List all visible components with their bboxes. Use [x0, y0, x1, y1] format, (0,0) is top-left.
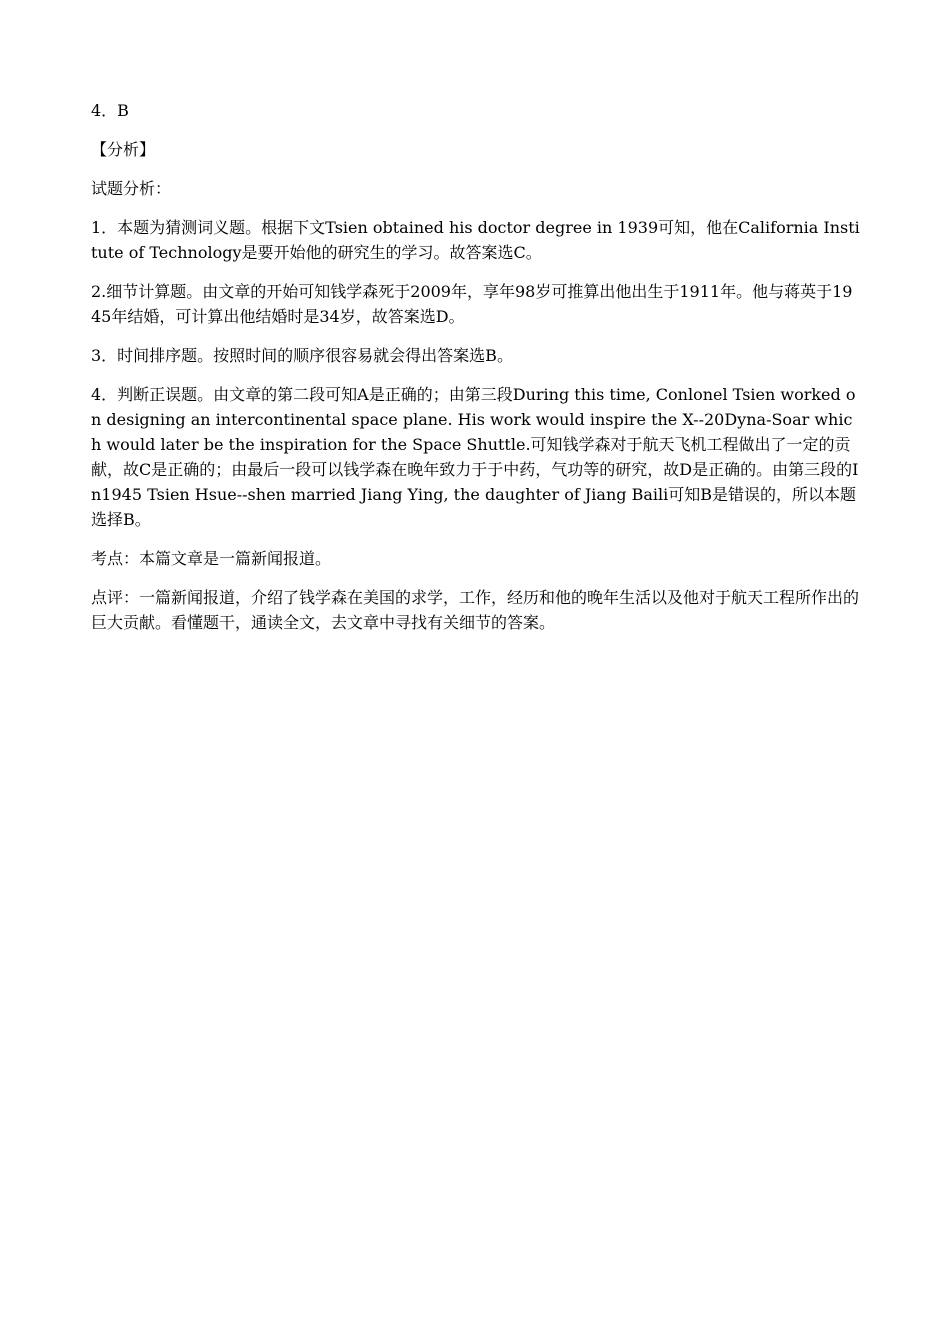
section-heading: 【分析】 [91, 140, 156, 159]
dianping-note: 点评：一篇新闻报道，介绍了钱学森在美国的求学，工作，经历和他的晚年生活以及他对于航天工程所作出的巨大贡献。看懂题干，通读全文，去文章中寻找有关细节的答案。 [91, 588, 860, 632]
analysis-item-2: 2.细节计算题。由文章的开始可知钱学森死于2009年，享年98岁可推算出他出生于1911年。他与蒋英于1945年结婚，可计算出他结婚时是34岁，故答案选D。 [91, 282, 853, 326]
analysis-item-3: 3．时间排序题。按照时间的顺序很容易就会得出答案选B。 [91, 346, 513, 365]
analysis-intro: 试题分析： [91, 179, 172, 198]
answer-line: 4．B [91, 101, 129, 120]
document-body [91, 98, 861, 649]
kaodian-note: 考点：本篇文章是一篇新闻报道。 [91, 549, 332, 568]
analysis-item-1: 1．本题为猜测词义题。根据下文Tsien obtained his doctor degree in 1939可知，他在California Institute of Technology是要开始他的研究生的学习。故答案选C。 [91, 218, 860, 262]
analysis-item-4: 4．判断正误题。由文章的第二段可知A是正确的；由第三段During this time, Conlonel Tsien worked on designing an intercontinental space plane. His work would inspire the X--20Dyna-Soar which would later be the inspiration for the Space Shuttle.可知钱学森对于航天飞机工程做出了一定的贡献，故C是正确的；由最后一段可以钱学森在晚年致力于于中药，气功等的研究，故D是正确的。由第三段的In1945 Tsien Hsue--shen married Jiang Ying, the daughter of Jiang Baili可知B是错误的，所以本题选择B。 [91, 385, 859, 529]
